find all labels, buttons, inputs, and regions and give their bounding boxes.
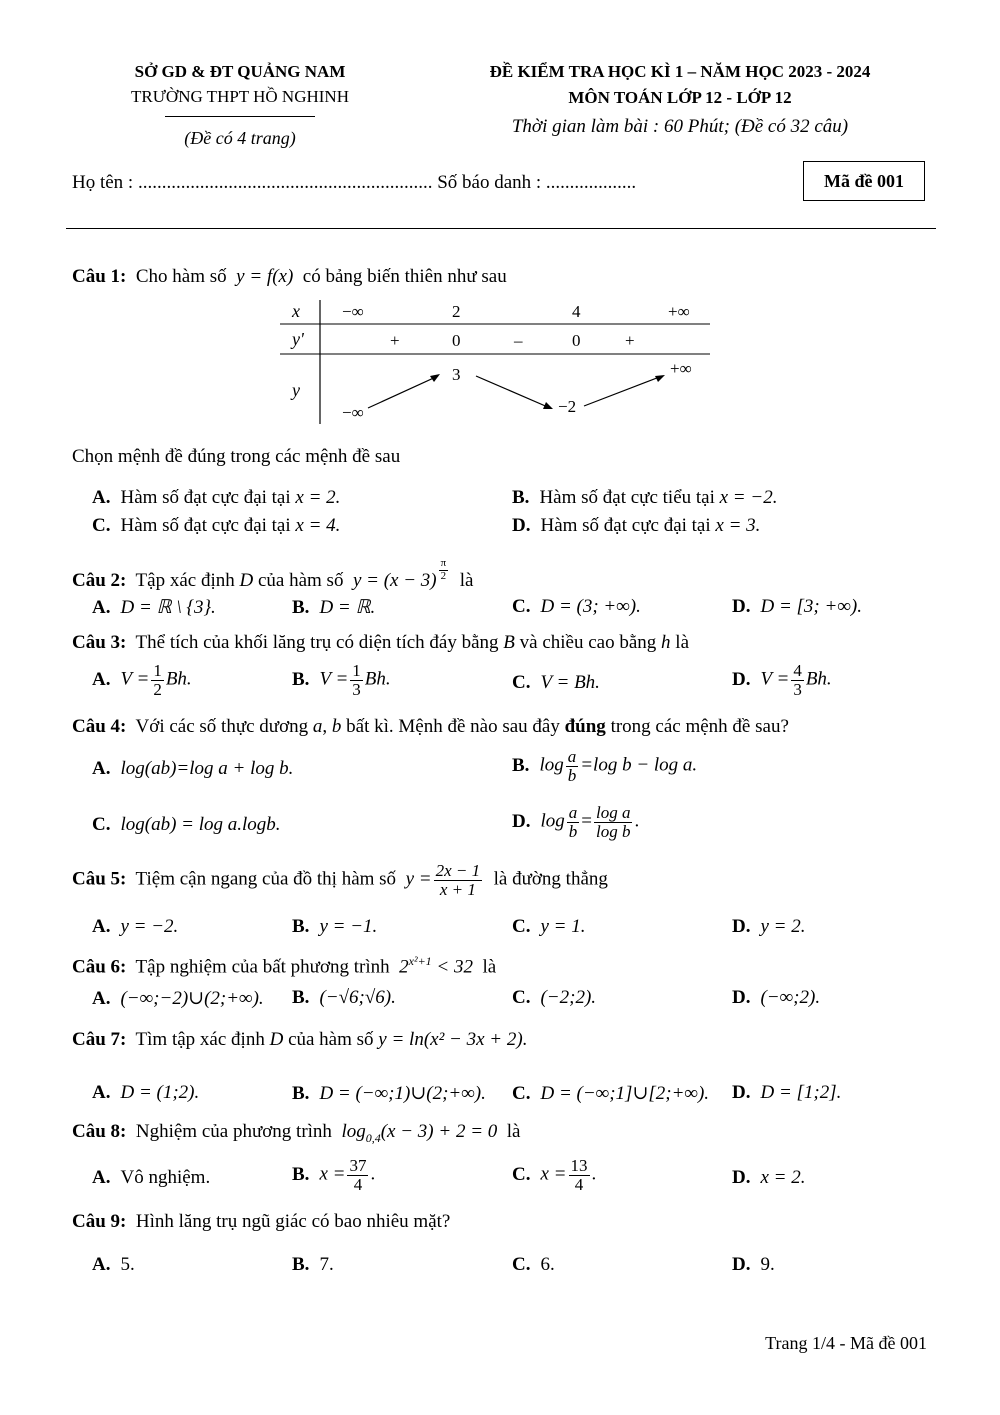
q2-text-a: Tập xác định [135,569,235,591]
q9-b-text: 7. [319,1254,334,1275]
q8-b-num: 37 [349,1156,367,1175]
q5-d-letter: D. [732,916,751,937]
q3-option-d[interactable] [732,662,832,699]
school-name: TRƯỜNG THPT HỒ NGHINH [131,87,349,106]
arrowhead-2 [543,402,553,409]
q4-text-b: bất kì. Mệnh đề nào sau đây [346,716,560,737]
q1-c-text: Hàm số đạt cực đại tại [120,515,291,536]
q9-a-letter: A. [92,1254,111,1275]
q4-sep: , [322,716,328,737]
q7-text-b: của hàm số [288,1029,374,1050]
q9-b-letter: B. [292,1254,310,1275]
q6-a-letter: A. [92,988,111,1009]
arrowhead-3 [655,375,665,382]
q4-c-letter: C. [92,814,111,835]
header-rule [66,228,936,229]
q1-a-letter: A. [92,487,111,508]
q7-c-letter: C. [512,1083,531,1104]
q8-b-frac [347,1157,368,1194]
q4-d-frac-2 [594,804,632,841]
q2-exp-den: 2 [440,569,447,582]
q8-text-a: Nghiệm của phương trình [135,1121,332,1142]
arrow-down [476,376,550,408]
q3-option-a[interactable] [92,662,192,699]
sign-1: + [390,331,400,350]
q2-c-math: D = (3; +∞). [540,596,641,617]
sign-4: 0 [572,331,581,350]
q9-c-letter: C. [512,1254,531,1275]
q5-a-letter: A. [92,916,111,937]
q9-option-c[interactable] [512,1254,555,1276]
q4-a-letter: A. [92,758,111,779]
q7-d-letter: D. [732,1082,751,1103]
q3-b-letter: B. [292,668,310,690]
q3-text-b: và chiều cao bằng [519,632,657,653]
q2-b-math: D = ℝ. [319,597,376,618]
question-7 [72,1029,527,1051]
q6-c-math: (−2;2). [540,987,597,1008]
q8-b-pre: x = [319,1163,346,1185]
q3-d-letter: D. [732,668,751,690]
q2-text-c: là [459,569,474,591]
sign-3: – [514,331,523,350]
y-val-3: 3 [452,365,461,384]
y-label: y [292,380,300,400]
q1-option-d[interactable] [512,515,760,537]
q7-option-b[interactable] [292,1082,486,1105]
q4-b-post: =log b − log a. [580,754,698,776]
q3-d-den: 3 [793,679,802,699]
sign-5: + [625,331,635,350]
q8-option-b[interactable] [292,1157,375,1194]
q8-c-frac [569,1157,590,1194]
q3-math-h: h [661,632,671,653]
q4-d-den: b [568,821,578,841]
q1-d-text: Hàm số đạt cực đại tại [540,515,711,536]
x-val-2: 2 [452,302,461,321]
question-3 [72,632,689,654]
q1-d-math: x = 3. [715,515,761,536]
q5-option-b[interactable] [292,916,377,938]
q6-option-a[interactable] [92,987,264,1010]
q1-b-math: x = −2. [719,487,778,508]
q4-b-frac [566,748,579,785]
q4-b-pre: log [539,754,564,776]
q4-a-math: log(ab)=log a + log b. [120,758,294,779]
q7-d-math: D = [1;2]. [760,1082,842,1103]
y-val-neg2: −2 [558,397,577,416]
q2-option-b[interactable] [292,596,375,619]
q9-option-d[interactable] [732,1254,775,1276]
q1-math: y = f(x) [236,266,294,287]
q4-text-a: Với các số thực dương [135,716,309,737]
q2-d-letter: D. [732,596,751,617]
q8-c-num: 13 [570,1156,588,1175]
q9-d-letter: D. [732,1254,751,1275]
q6-option-b[interactable] [292,987,396,1009]
q3-option-b[interactable] [292,662,391,699]
q1-b-letter: B. [512,487,530,508]
q5-text-a: Tiệm cận ngang của đồ thị hàm số [135,868,397,890]
q6-d-letter: D. [732,987,751,1008]
question-8 [72,1121,521,1146]
q8-c-post: . [591,1163,597,1185]
q3-a-post: Bh. [165,668,192,690]
exam-title: ĐỀ KIỂM TRA HỌC KÌ 1 – NĂM HỌC 2023 - 2024 [489,62,871,81]
q7-option-c[interactable] [512,1082,709,1105]
q1-label: Câu 1: [72,266,127,287]
q3-d-pre: V = [760,668,790,690]
q9-text-a: Hình lăng trụ ngũ giác có bao nhiêu mặt? [135,1211,451,1232]
arrow-up-2 [584,376,662,406]
question-1 [72,266,507,288]
q2-option-d[interactable] [732,596,862,618]
q6-base: 2 [399,956,409,978]
q3-b-frac [350,662,363,699]
q7-option-d[interactable] [732,1082,841,1104]
q2-exp-num: π [440,557,447,569]
x-val-pos-inf: +∞ [668,302,690,321]
question-6 [72,954,496,978]
q9-option-a[interactable] [92,1254,135,1276]
name-field: Họ tên : .............................................................. Số báo danh : ................... [72,172,637,193]
q6-option-d[interactable] [732,987,820,1009]
q4-d-eq: = [581,810,592,832]
q2-base: y = (x − 3) [352,569,437,591]
q7-b-letter: B. [292,1083,310,1104]
q5-den: x + 1 [439,879,476,899]
q2-a-letter: A. [92,597,111,618]
yprime-label: y' [292,329,304,349]
q7-label: Câu 7: [72,1029,127,1050]
q8-b-letter: B. [292,1163,310,1185]
q1-option-b[interactable] [512,487,777,509]
q4-d-num: a [568,803,578,822]
q2-text-b: của hàm số [257,569,344,591]
q1-a-math: x = 2. [295,487,341,508]
q3-option-c[interactable] [512,672,600,694]
q4-label: Câu 4: [72,716,127,737]
q6-rest: < 32 [436,956,473,978]
q2-option-a[interactable] [92,596,216,619]
q9-c-text: 6. [540,1254,555,1275]
q1-d-letter: D. [512,515,531,536]
q6-text-b: là [482,956,497,978]
q3-b-den: 3 [352,679,361,699]
q4-d-letter: D. [512,810,531,832]
q9-a-text: 5. [120,1254,135,1275]
q1-text-b: có bảng biến thiên như sau [302,266,507,287]
pages-note: (Đề có 4 trang) [184,128,296,148]
question-4 [72,716,789,738]
y-val-pos-inf: +∞ [670,359,692,378]
q4-option-d[interactable] [512,804,639,841]
q4-d-post: . [634,810,640,832]
q4-b-den: b [567,765,577,785]
q8-b-post: . [370,1163,376,1185]
q8-c-letter: C. [512,1163,531,1185]
q7-math-fn: y = ln(x² − 3x + 2). [378,1029,528,1050]
q5-label: Câu 5: [72,868,127,890]
q2-a-math: D = ℝ \ {3}. [120,597,216,618]
q5-frac [434,862,483,899]
q6-option-c[interactable] [512,987,596,1009]
q3-a-letter: A. [92,668,111,690]
q3-c-letter: C. [512,672,531,693]
q3-c-math: V = Bh. [540,672,600,693]
q8-d-letter: D. [732,1167,751,1188]
q8-rest: (x − 3) + 2 = 0 [380,1121,498,1142]
q5-option-d[interactable] [732,916,806,938]
x-val-neg-inf: −∞ [342,302,364,321]
q8-c-pre: x = [540,1163,567,1185]
q8-d-math: x = 2. [760,1167,806,1188]
q3-a-pre: V = [120,668,150,690]
x-label: x [292,301,300,321]
q4-bold: đúng [564,716,606,737]
q4-b-letter: B. [512,754,530,776]
q4-b-num: a [567,747,577,766]
q5-d-math: y = 2. [760,916,806,937]
q3-a-frac [151,662,164,699]
q4-c-math: log(ab) = log a.logb. [120,814,281,835]
q1-c-math: x = 4. [295,515,341,536]
q4-option-c[interactable] [92,814,281,836]
q5-c-math: y = 1. [540,916,586,937]
q6-b-math: (−√6;√6). [319,987,396,1008]
q2-option-c[interactable] [512,596,641,618]
q3-label: Câu 3: [72,632,127,653]
q3-b-num: 1 [352,661,361,680]
q2-label: Câu 2: [72,569,127,591]
q3-b-post: Bh. [364,668,391,690]
q7-c-math: D = (−∞;1]∪[2;+∞). [540,1083,710,1104]
q4-option-b[interactable] [512,748,697,785]
q2-math-d: D [239,569,254,591]
q1-option-c[interactable] [92,515,340,537]
q8-label: Câu 8: [72,1121,127,1142]
q3-a-den: 2 [153,679,162,699]
q4-text-c: trong các mệnh đề sau? [610,716,789,737]
q3-b-pre: V = [319,668,349,690]
header-divider [165,116,315,117]
q1-text-a: Cho hàm số [135,266,227,287]
q5-a-math: y = −2. [120,916,179,937]
arrow-up-1 [368,376,438,408]
q4-math-a: a [312,716,323,737]
sign-2: 0 [452,331,461,350]
q3-text-c: là [675,632,690,653]
q4-d-frac-1 [567,804,580,841]
q5-num: 2x − 1 [435,861,481,880]
q8-option-a[interactable] [92,1167,210,1189]
q3-a-num: 1 [153,661,162,680]
q5-b-math: y = −1. [319,916,378,937]
q3-d-num: 4 [793,661,802,680]
q8-option-d[interactable] [732,1167,806,1189]
q7-text-a: Tìm tập xác định [135,1029,265,1050]
q4-math-b: b [331,716,342,737]
q9-option-b[interactable] [292,1254,334,1276]
variation-table [280,296,720,426]
y-val-neg-inf: −∞ [342,403,364,422]
q5-c-letter: C. [512,916,531,937]
q6-a-math: (−∞;−2)∪(2;+∞). [120,988,264,1009]
dept-name: SỞ GD & ĐT QUẢNG NAM [134,62,346,81]
question-2 [72,558,473,592]
q7-a-math: D = (1;2). [120,1082,200,1103]
q8-b-den: 4 [353,1174,363,1194]
q4-option-a[interactable] [92,758,293,780]
q9-d-text: 9. [760,1254,775,1275]
q2-b-letter: B. [292,597,310,618]
q8-a-letter: A. [92,1167,111,1188]
q3-text-a: Thể tích của khối lăng trụ có diện tích đáy bằng [135,632,499,653]
q1-a-text: Hàm số đạt cực đại tại [120,487,291,508]
q4-d-pre: log [540,810,565,832]
q6-b-letter: B. [292,987,310,1008]
q2-d-math: D = [3; +∞). [760,596,862,617]
q1-c-letter: C. [92,515,111,536]
q1-option-a[interactable] [92,487,340,509]
q8-log: log [341,1121,366,1142]
q3-d-frac [791,662,804,699]
q7-b-math: D = (−∞;1)∪(2;+∞). [319,1083,486,1104]
q2-exponent [439,558,449,582]
time-note: Thời gian làm bài : 60 Phút; (Đề có 32 câu) [511,116,849,137]
q4-d-den2: log b [595,821,631,841]
question-9 [72,1211,450,1233]
q5-option-c[interactable] [512,916,586,938]
q8-option-c[interactable] [512,1157,596,1194]
q4-d-num2: log a [595,803,631,822]
q7-math-d: D [269,1029,284,1050]
x-val-4: 4 [572,302,581,321]
q9-label: Câu 9: [72,1211,127,1232]
exam-code-box: Mã đề 001 [803,161,925,201]
q1-b-text: Hàm số đạt cực tiểu tại [539,487,715,508]
q5-text-b: là đường thẳng [493,868,608,890]
q5-option-a[interactable] [92,916,178,938]
subject: MÔN TOÁN LỚP 12 - LỚP 12 [568,88,792,107]
q8-text-b: là [506,1121,521,1142]
q5-pre: y = [405,868,432,890]
q5-b-letter: B. [292,916,310,937]
q2-c-letter: C. [512,596,531,617]
q6-d-math: (−∞;2). [760,987,821,1008]
question-5 [72,862,608,899]
q8-a-text: Vô nghiệm. [120,1167,211,1188]
q3-math-b: B [503,632,515,653]
q8-c-den: 4 [574,1174,584,1194]
q8-log-base: 0,4 [365,1130,381,1145]
q6-exp: x²+1 [408,954,432,968]
q6-c-letter: C. [512,987,531,1008]
q7-a-letter: A. [92,1082,111,1103]
page-footer: Trang 1/4 - Mã đề 001 [765,1333,927,1353]
q3-d-post: Bh. [805,668,832,690]
q6-text-a: Tập nghiệm của bất phương trình [135,956,390,978]
q7-option-a[interactable] [92,1082,199,1104]
arrowhead-1 [430,374,440,382]
q1-prompt: Chọn mệnh đề đúng trong các mệnh đề sau [72,446,401,467]
q6-label: Câu 6: [72,956,127,978]
